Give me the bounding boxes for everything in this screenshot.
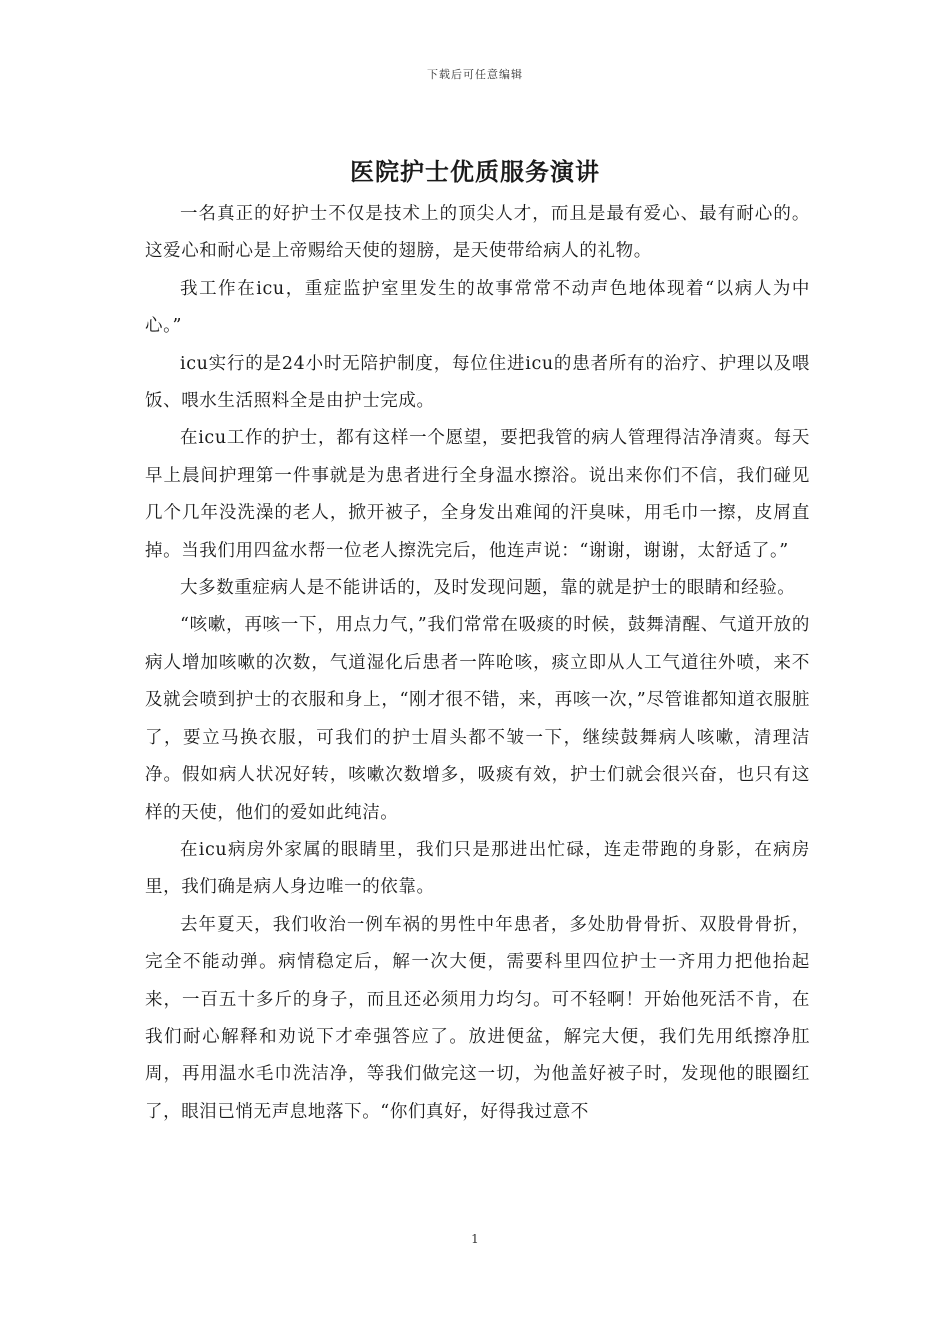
paragraph-1: 一名真正的好护士不仅是技术上的顶尖人才，而且是最有爱心、最有耐心的。这爱心和耐心是上帝赐给天使的翅膀，是天使带给病人的礼物。 (145, 204, 810, 262)
paragraph-7: 在icu病房外家属的眼睛里，我们只是那进出忙碌，连走带跑的身影，在病房里，我们确是病人身边唯一的依靠。 (145, 839, 810, 898)
document-body (145, 196, 810, 1131)
page-number: 1 (471, 1232, 479, 1246)
paragraph-5: 大多数重症病人是不能讲话的，及时发现问题，靠的就是护士的眼睛和经验。 (180, 578, 796, 599)
paragraph-6: “咳嗽，再咳一下，用点力气，”我们常常在吸痰的时候，鼓舞清醒、气道开放的病人增加咳嗽的次数，气道湿化后患者一阵呛咳，痰立即从人工气道往外喷，来不及就会喷到护士的衣服和身上，“刚才很不错，来，再咳一次，”尽管谁都知道衣服脏了，要立马换衣服，可我们的护士眉头都不皱一下，继续鼓舞病人咳嗽，清理洁净。假如病人状况好转，咳嗽次数增多，吸痰有效，护士们就会很兴奋，也只有这样的天使，他们的爱如此纯洁。 (145, 615, 810, 823)
document-title: 医院护士优质服务演讲 (350, 157, 600, 186)
paragraph-2: 我工作在icu，重症监护室里发生的故事常常不动声色地体现着“以病人为中心。” (145, 278, 810, 337)
header-note: 下载后可任意编辑 (427, 68, 523, 81)
paragraph-8: 去年夏天，我们收治一例车祸的男性中年患者，多处肋骨骨折、双股骨骨折，完全不能动弹。病情稳定后，解一次大便，需要科里四位护士一齐用力把他抬起来，一百五十多斤的身子，而且还必须用力均匀。可不轻啊！开始他死活不肯，在我们耐心解释和劝说下才牵强答应了。放进便盆，解完大便，我们先用纸擦净肛周，再用温水毛巾洗洁净，等我们做完这一切，为他盖好被子时，发现他的眼圈红了，眼泪已悄无声息地落下。“你们真好，好得我过意不 (145, 914, 810, 1122)
paragraph-3: icu实行的是24小时无陪护制度，每位住进icu的患者所有的治疗、护理以及喂饭、喂水生活照料全是由护士完成。 (145, 353, 810, 412)
paragraph-4: 在icu工作的护士，都有这样一个愿望，要把我管的病人管理得洁净清爽。每天早上晨间护理第一件事就是为患者进行全身温水擦浴。说出来你们不信，我们碰见几个几年没洗澡的老人，掀开被子，全身发出难闻的汗臭味，用毛巾一擦，皮屑直掉。当我们用四盆水帮一位老人擦洗完后，他连声说：“谢谢，谢谢，太舒适了。” (145, 428, 810, 561)
